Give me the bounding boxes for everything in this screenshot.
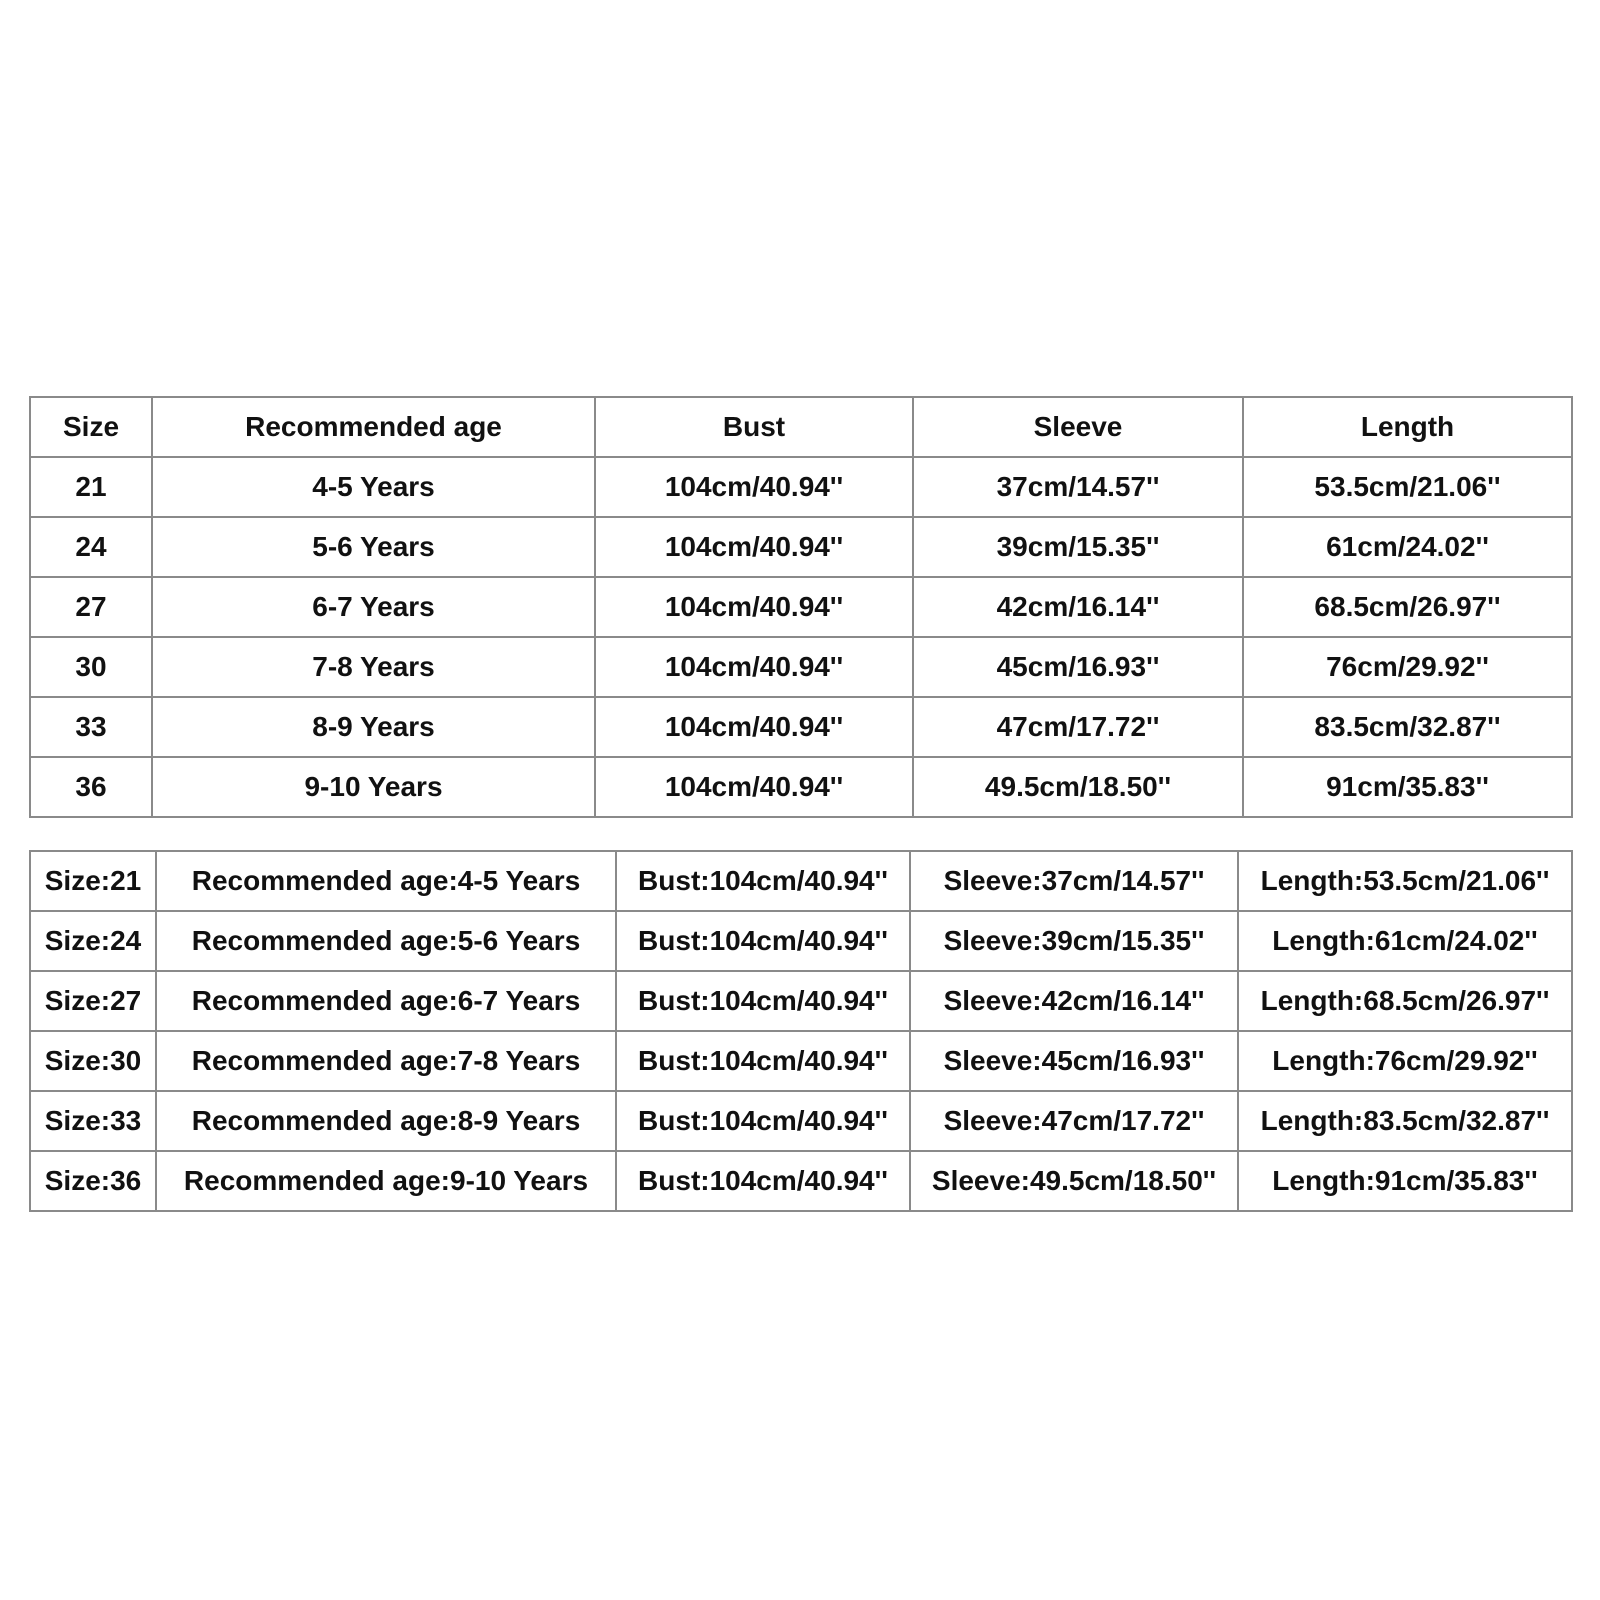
size-chart-inline-table	[29, 850, 1573, 1212]
cell-bust: Bust:104cm/40.94''	[616, 1031, 910, 1091]
cell-recommended-age: 9-10 Years	[152, 757, 595, 817]
cell-recommended-age: Recommended age:5-6 Years	[156, 911, 616, 971]
table-row	[30, 1031, 1572, 1091]
cell-sleeve: Sleeve:49.5cm/18.50''	[910, 1151, 1238, 1211]
cell-length: 68.5cm/26.97''	[1243, 577, 1572, 637]
cell-size: 24	[30, 517, 152, 577]
cell-bust: 104cm/40.94''	[595, 517, 913, 577]
cell-recommended-age: 6-7 Years	[152, 577, 595, 637]
cell-length: Length:91cm/35.83''	[1238, 1151, 1572, 1211]
table-row	[30, 911, 1572, 971]
cell-size: Size:33	[30, 1091, 156, 1151]
cell-sleeve: Sleeve:39cm/15.35''	[910, 911, 1238, 971]
table-row	[30, 637, 1572, 697]
cell-length: 61cm/24.02''	[1243, 517, 1572, 577]
cell-sleeve: 49.5cm/18.50''	[913, 757, 1243, 817]
cell-length: 83.5cm/32.87''	[1243, 697, 1572, 757]
table-row	[30, 577, 1572, 637]
cell-length: 91cm/35.83''	[1243, 757, 1572, 817]
table-header-row	[30, 397, 1572, 457]
cell-sleeve: 42cm/16.14''	[913, 577, 1243, 637]
cell-recommended-age: Recommended age:4-5 Years	[156, 851, 616, 911]
cell-size: Size:21	[30, 851, 156, 911]
table-row	[30, 971, 1572, 1031]
cell-recommended-age: Recommended age:7-8 Years	[156, 1031, 616, 1091]
cell-bust: Bust:104cm/40.94''	[616, 1091, 910, 1151]
cell-sleeve: 47cm/17.72''	[913, 697, 1243, 757]
cell-length: Length:53.5cm/21.06''	[1238, 851, 1572, 911]
cell-length: 53.5cm/21.06''	[1243, 457, 1572, 517]
header-length: Length	[1243, 397, 1572, 457]
cell-length: 76cm/29.92''	[1243, 637, 1572, 697]
cell-size: 33	[30, 697, 152, 757]
table-row	[30, 1091, 1572, 1151]
cell-bust: Bust:104cm/40.94''	[616, 971, 910, 1031]
cell-recommended-age: Recommended age:8-9 Years	[156, 1091, 616, 1151]
cell-sleeve: Sleeve:37cm/14.57''	[910, 851, 1238, 911]
cell-bust: 104cm/40.94''	[595, 577, 913, 637]
cell-size: Size:36	[30, 1151, 156, 1211]
cell-length: Length:68.5cm/26.97''	[1238, 971, 1572, 1031]
cell-bust: Bust:104cm/40.94''	[616, 851, 910, 911]
cell-bust: 104cm/40.94''	[595, 637, 913, 697]
cell-sleeve: 37cm/14.57''	[913, 457, 1243, 517]
size-chart-table	[29, 396, 1573, 818]
header-recommended-age: Recommended age	[152, 397, 595, 457]
cell-sleeve: Sleeve:47cm/17.72''	[910, 1091, 1238, 1151]
cell-sleeve: Sleeve:45cm/16.93''	[910, 1031, 1238, 1091]
cell-sleeve: 39cm/15.35''	[913, 517, 1243, 577]
cell-bust: 104cm/40.94''	[595, 757, 913, 817]
cell-size: 36	[30, 757, 152, 817]
cell-bust: Bust:104cm/40.94''	[616, 1151, 910, 1211]
table-row	[30, 697, 1572, 757]
cell-recommended-age: 4-5 Years	[152, 457, 595, 517]
cell-bust: 104cm/40.94''	[595, 457, 913, 517]
cell-size: 21	[30, 457, 152, 517]
cell-size: Size:24	[30, 911, 156, 971]
cell-recommended-age: Recommended age:6-7 Years	[156, 971, 616, 1031]
header-size: Size	[30, 397, 152, 457]
cell-sleeve: 45cm/16.93''	[913, 637, 1243, 697]
cell-length: Length:76cm/29.92''	[1238, 1031, 1572, 1091]
cell-size: 27	[30, 577, 152, 637]
cell-recommended-age: Recommended age:9-10 Years	[156, 1151, 616, 1211]
cell-size: Size:30	[30, 1031, 156, 1091]
cell-sleeve: Sleeve:42cm/16.14''	[910, 971, 1238, 1031]
header-bust: Bust	[595, 397, 913, 457]
cell-bust: Bust:104cm/40.94''	[616, 911, 910, 971]
cell-recommended-age: 7-8 Years	[152, 637, 595, 697]
cell-size: Size:27	[30, 971, 156, 1031]
table-row	[30, 851, 1572, 911]
header-sleeve: Sleeve	[913, 397, 1243, 457]
table-row	[30, 457, 1572, 517]
cell-recommended-age: 5-6 Years	[152, 517, 595, 577]
table-row	[30, 757, 1572, 817]
cell-length: Length:61cm/24.02''	[1238, 911, 1572, 971]
cell-size: 30	[30, 637, 152, 697]
table-row	[30, 1151, 1572, 1211]
cell-recommended-age: 8-9 Years	[152, 697, 595, 757]
cell-bust: 104cm/40.94''	[595, 697, 913, 757]
table-row	[30, 517, 1572, 577]
cell-length: Length:83.5cm/32.87''	[1238, 1091, 1572, 1151]
